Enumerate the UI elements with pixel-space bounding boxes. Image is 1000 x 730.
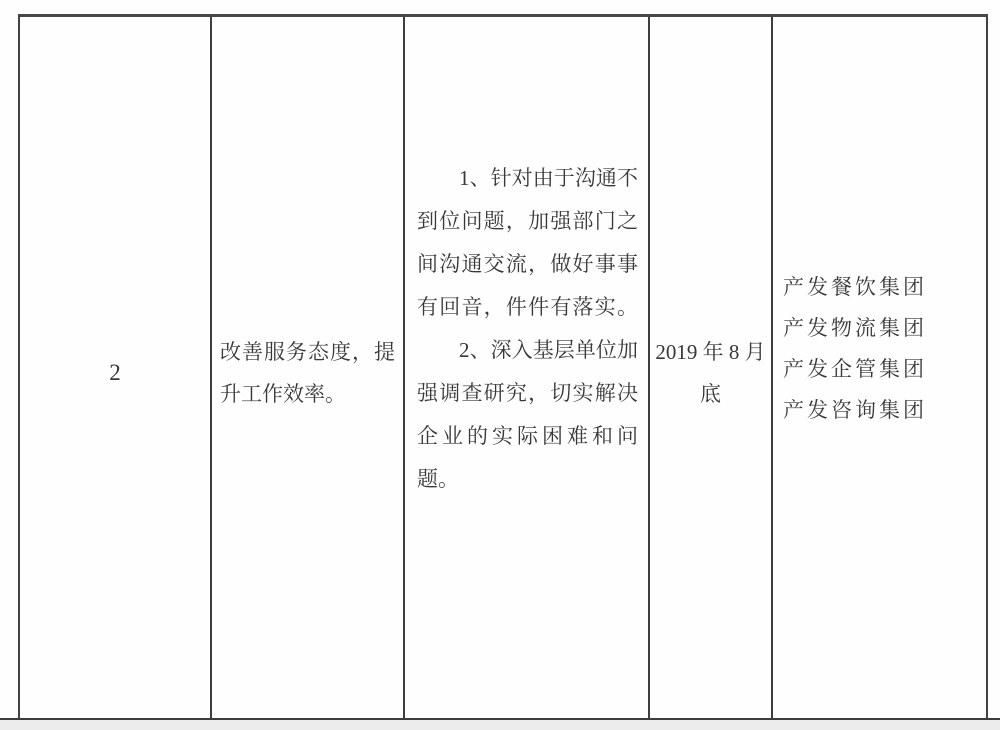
measures-cell [403, 17, 648, 718]
text-line: 企业的实际困难和问 [417, 423, 638, 448]
deadline-line: 底 [700, 381, 721, 406]
deadline-cell [648, 17, 771, 718]
unit-name: 产发物流集团 [783, 315, 927, 340]
text-line: 改善服务态度，提 [220, 339, 395, 364]
unit-name: 产发企管集团 [783, 356, 927, 381]
text-line: 强调查研究，切实解决 [417, 380, 638, 405]
deadline-line: 2019 年 8 月 [655, 339, 766, 364]
text-line: 2、深入基层单位加 [459, 337, 638, 362]
text-line: 到位问题，加强部门之 [417, 208, 638, 233]
text-line: 间沟通交流，做好事事 [417, 251, 638, 276]
work-plan-table [18, 14, 988, 718]
page-edge-shadow [0, 720, 1000, 730]
text-line: 升工作效率。 [220, 381, 346, 406]
unit-name: 产发餐饮集团 [783, 274, 927, 299]
unit-name: 产发咨询集团 [783, 397, 927, 422]
text-line: 题。 [417, 466, 459, 491]
responsible-units-cell [771, 17, 986, 718]
text-line: 有回音，件件有落实。 [417, 294, 638, 319]
goal-cell [210, 17, 403, 718]
row-number: 2 [109, 359, 121, 385]
row-number-cell [20, 17, 210, 718]
text-line: 1、针对由于沟通不 [459, 165, 638, 190]
